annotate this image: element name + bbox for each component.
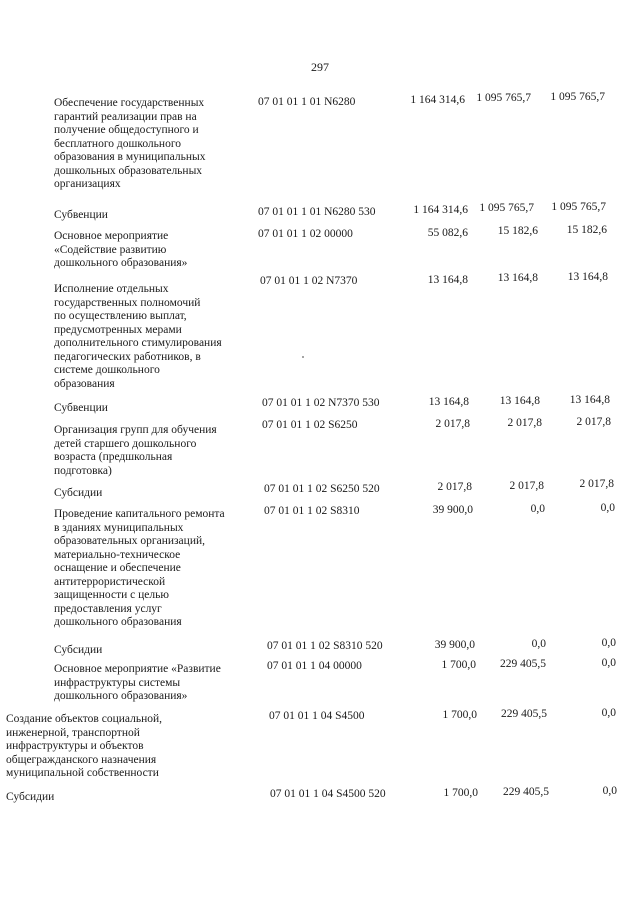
row-name: Обеспечение государственных гарантий реализации прав на получение общедоступного и бесплатного дошкольного образования в муниципальных дошкольных образовательных организациях — [54, 97, 206, 190]
row-value-1: 1 700,0 — [443, 787, 478, 799]
row-name: Организация групп для обучения детей старшего дошкольного возраста (предшкольная подготовка) — [54, 424, 217, 477]
row-name: Субвенции — [54, 209, 108, 221]
row-value-2: 229 405,5 — [500, 658, 546, 670]
row-code: 07 01 01 1 02 N7370 — [260, 275, 358, 287]
row-code: 07 01 01 1 02 00000 — [258, 228, 353, 240]
row-value-3: 13 164,8 — [567, 271, 608, 283]
row-value-2: 15 182,6 — [497, 225, 538, 237]
row-value-1: 2 017,8 — [435, 418, 470, 430]
row-value-3: 15 182,6 — [566, 224, 607, 236]
row-value-3: 2 017,8 — [579, 478, 614, 490]
row-code: 07 01 01 1 02 S8310 520 — [267, 640, 383, 652]
row-value-3: 1 095 765,7 — [551, 201, 606, 213]
row-value-2: 0,0 — [530, 503, 545, 515]
row-value-3: 0,0 — [601, 637, 616, 649]
row-value-2: 1 095 765,7 — [476, 92, 531, 104]
row-value-1: 2 017,8 — [437, 481, 472, 493]
row-name: Создание объектов социальной, инженерной, транспортной инфраструктуры и объектов общегражданского назначения муниципальной собственности — [6, 713, 163, 779]
row-value-2: 2 017,8 — [507, 417, 542, 429]
row-value-2: 13 164,8 — [499, 395, 540, 407]
row-value-2: 229 405,5 — [501, 708, 547, 720]
row-value-2: 2 017,8 — [509, 480, 544, 492]
row-value-1: 55 082,6 — [427, 227, 468, 239]
row-value-3: 2 017,8 — [576, 416, 611, 428]
row-value-1: 39 900,0 — [434, 639, 475, 651]
row-code: 07 01 01 1 04 00000 — [267, 660, 362, 672]
row-value-3: 0,0 — [600, 502, 615, 514]
row-code: 07 01 01 1 02 S6250 — [262, 419, 358, 431]
row-value-1: 39 900,0 — [432, 504, 473, 516]
row-value-1: 13 164,8 — [428, 396, 469, 408]
row-value-2: 13 164,8 — [497, 272, 538, 284]
row-code: 07 01 01 1 04 S4500 520 — [270, 788, 386, 800]
row-value-1: 1 164 314,6 — [410, 94, 465, 106]
row-name: Субсидии — [54, 644, 103, 656]
row-value-3: 13 164,8 — [569, 394, 610, 406]
row-name: Субвенции — [54, 402, 108, 414]
row-value-2: 1 095 765,7 — [479, 202, 534, 214]
row-name: Проведение капитального ремонта в зданиях муниципальных образовательных организаций, материально-техническое оснащение и обеспечение антитеррористической защищенности с целью предоставления услуг дошкольного образования — [54, 508, 225, 628]
row-name: Основное мероприятие «Развитие инфраструктуры системы дошкольного образования» — [54, 663, 221, 702]
row-value-1: 1 700,0 — [442, 709, 477, 721]
row-name: Основное мероприятие «Содействие развитию дошкольного образования» — [54, 230, 188, 269]
row-value-3: 0,0 — [601, 707, 616, 719]
row-value-3: 0,0 — [602, 785, 617, 797]
row-code: 07 01 01 1 04 S4500 — [269, 710, 365, 722]
row-value-2: 0,0 — [531, 638, 546, 650]
row-value-3: 1 095 765,7 — [550, 91, 605, 103]
row-code: 07 01 01 1 02 N7370 530 — [262, 397, 380, 409]
row-value-1: 13 164,8 — [427, 274, 468, 286]
row-name: Субсидии — [54, 487, 103, 499]
row-value-2: 229 405,5 — [503, 786, 549, 798]
row-name: Субсидии — [6, 791, 55, 803]
page-number: 297 — [311, 60, 329, 74]
row-code: 07 01 01 1 01 N6280 — [258, 96, 356, 108]
scan-speck — [302, 356, 304, 358]
row-value-3: 0,0 — [601, 657, 616, 669]
row-code: 07 01 01 1 01 N6280 530 — [258, 206, 376, 218]
row-code: 07 01 01 1 02 S8310 — [264, 505, 360, 517]
row-code: 07 01 01 1 02 S6250 520 — [264, 483, 380, 495]
row-name: Исполнение отдельных государственных полномочий по осуществлению выплат, предусмотренных мерами дополнительного стимулирования педагогических работников, в системе дошкольного образования — [54, 283, 222, 390]
row-value-1: 1 700,0 — [441, 659, 476, 671]
row-value-1: 1 164 314,6 — [413, 204, 468, 216]
